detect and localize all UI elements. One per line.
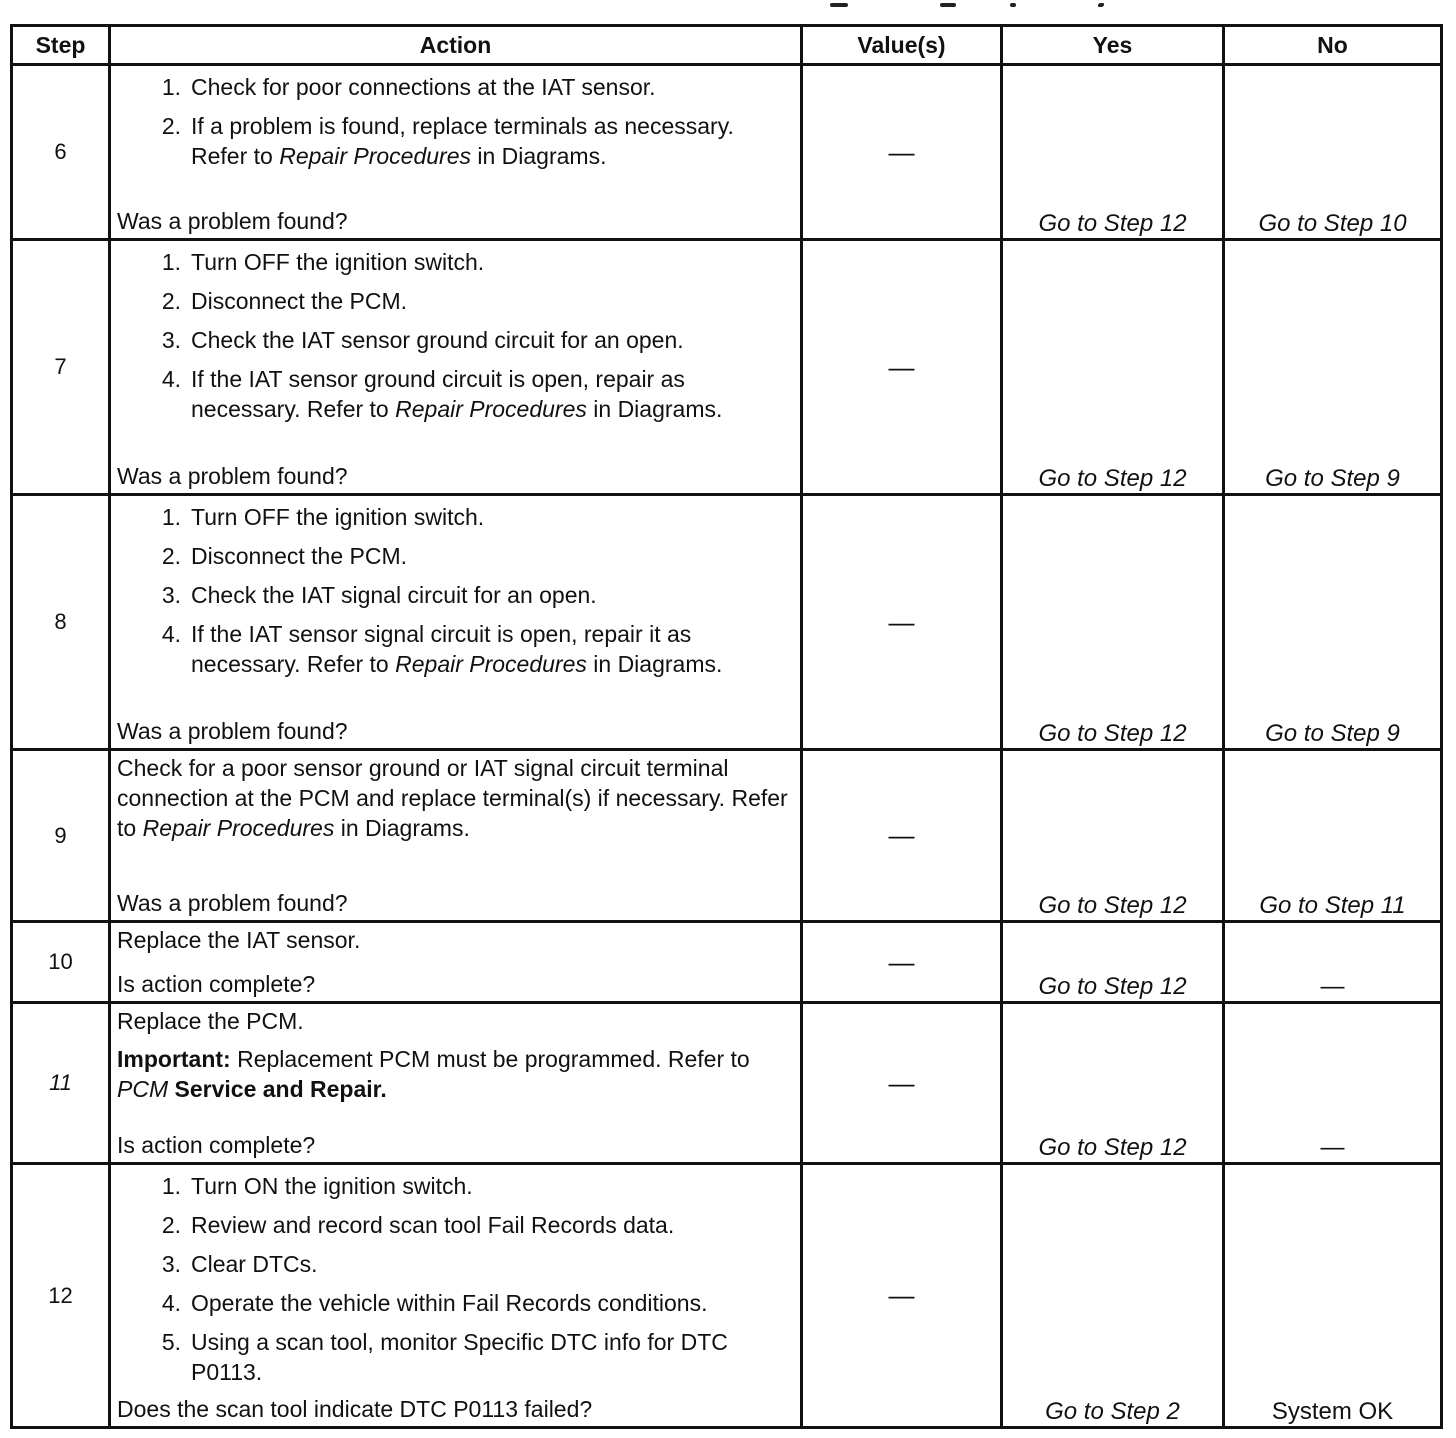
- list-item: 4. Operate the vehicle within Fail Records conditions.: [161, 1290, 708, 1316]
- action-cell: [110, 922, 802, 1003]
- header-values: Value(s): [802, 26, 1002, 65]
- question-text: Was a problem found?: [117, 890, 348, 916]
- question-text: Was a problem found?: [117, 208, 348, 234]
- action-cell: [110, 495, 802, 750]
- action-cell: [110, 1003, 802, 1164]
- action-text: Check for a poor sensor ground or IAT signal circuit terminal connection at the PCM and replace terminal(s) if necessary. Refer to Repair Procedures in Diagrams.: [117, 755, 788, 841]
- value-cell: —: [802, 65, 1002, 240]
- yes-cell: Go to Step 2: [1002, 1164, 1224, 1428]
- table-row-step-9: [12, 750, 1442, 922]
- table-row-step-7: [12, 240, 1442, 495]
- list-item: 2. Review and record scan tool Fail Records data.: [161, 1212, 675, 1238]
- header-step: Step: [12, 26, 110, 65]
- action-cell: [110, 240, 802, 495]
- step-number: 7: [12, 240, 110, 495]
- header-fragment-marks: [820, 0, 1120, 14]
- list-item: 3. Check the IAT signal circuit for an open.: [161, 582, 597, 608]
- header-row: [12, 26, 1442, 65]
- list-item: 1. Turn ON the ignition switch.: [161, 1173, 473, 1199]
- list-item: 2. Disconnect the PCM.: [161, 543, 408, 569]
- diagnostic-table: [10, 24, 1443, 1429]
- action-text: Replace the PCM.: [117, 1008, 304, 1034]
- list-item: 1. Turn OFF the ignition switch.: [161, 504, 485, 530]
- yes-cell: Go to Step 12: [1002, 1003, 1224, 1164]
- yes-cell: Go to Step 12: [1002, 750, 1224, 922]
- no-cell: —: [1224, 922, 1442, 1003]
- no-cell: Go to Step 10: [1224, 65, 1442, 240]
- header-action: Action: [110, 26, 802, 65]
- no-cell: Go to Step 11: [1224, 750, 1442, 922]
- question-text: Is action complete?: [117, 971, 316, 997]
- no-cell: System OK: [1224, 1164, 1442, 1428]
- list-item: 2. Disconnect the PCM.: [161, 288, 408, 314]
- step-number: 12: [12, 1164, 110, 1428]
- value-cell: —: [802, 1164, 1002, 1428]
- no-cell: Go to Step 9: [1224, 495, 1442, 750]
- value-cell: —: [802, 240, 1002, 495]
- value-cell: —: [802, 1003, 1002, 1164]
- table-row-step-10: [12, 922, 1442, 1003]
- list-item: 4. If the IAT sensor signal circuit is open, repair it as necessary. Refer to Repair Procedures in Diagrams.: [161, 621, 723, 677]
- yes-cell: Go to Step 12: [1002, 240, 1224, 495]
- header-yes: Yes: [1002, 26, 1224, 65]
- header-no: No: [1224, 26, 1442, 65]
- step-number: 11: [12, 1003, 110, 1164]
- question-text: Does the scan tool indicate DTC P0113 failed?: [117, 1396, 593, 1422]
- no-cell: —: [1224, 1003, 1442, 1164]
- yes-cell: Go to Step 12: [1002, 922, 1224, 1003]
- question-text: Was a problem found?: [117, 718, 348, 744]
- list-item: 1. Check for poor connections at the IAT sensor.: [161, 74, 656, 100]
- action-cell: [110, 750, 802, 922]
- list-item: 5. Using a scan tool, monitor Specific DTC info for DTC P0113.: [161, 1329, 728, 1385]
- table-row-step-12: [12, 1164, 1442, 1428]
- list-item: 4. If the IAT sensor ground circuit is open, repair as necessary. Refer to Repair Procedures in Diagrams.: [161, 366, 723, 422]
- list-item: 3. Clear DTCs.: [161, 1251, 318, 1277]
- no-cell: Go to Step 9: [1224, 240, 1442, 495]
- value-cell: —: [802, 750, 1002, 922]
- table-row-step-6: [12, 65, 1442, 240]
- action-text: Replace the IAT sensor.: [117, 927, 361, 953]
- table-row-step-11: [12, 1003, 1442, 1164]
- action-cell: [110, 65, 802, 240]
- action-cell: [110, 1164, 802, 1428]
- question-text: Was a problem found?: [117, 463, 348, 489]
- value-cell: —: [802, 495, 1002, 750]
- list-item: 3. Check the IAT sensor ground circuit for an open.: [161, 327, 684, 353]
- table-row-step-8: [12, 495, 1442, 750]
- yes-cell: Go to Step 12: [1002, 65, 1224, 240]
- step-number: 9: [12, 750, 110, 922]
- important-note: Important: Replacement PCM must be programmed. Refer to PCM Service and Repair.: [117, 1046, 750, 1102]
- value-cell: —: [802, 922, 1002, 1003]
- step-number: 10: [12, 922, 110, 1003]
- step-number: 8: [12, 495, 110, 750]
- list-item: 1. Turn OFF the ignition switch.: [161, 249, 485, 275]
- step-number: 6: [12, 65, 110, 240]
- yes-cell: Go to Step 12: [1002, 495, 1224, 750]
- question-text: Is action complete?: [117, 1132, 316, 1158]
- list-item: 2. If a problem is found, replace terminals as necessary. Refer to Repair Procedures in Diagrams.: [161, 113, 734, 169]
